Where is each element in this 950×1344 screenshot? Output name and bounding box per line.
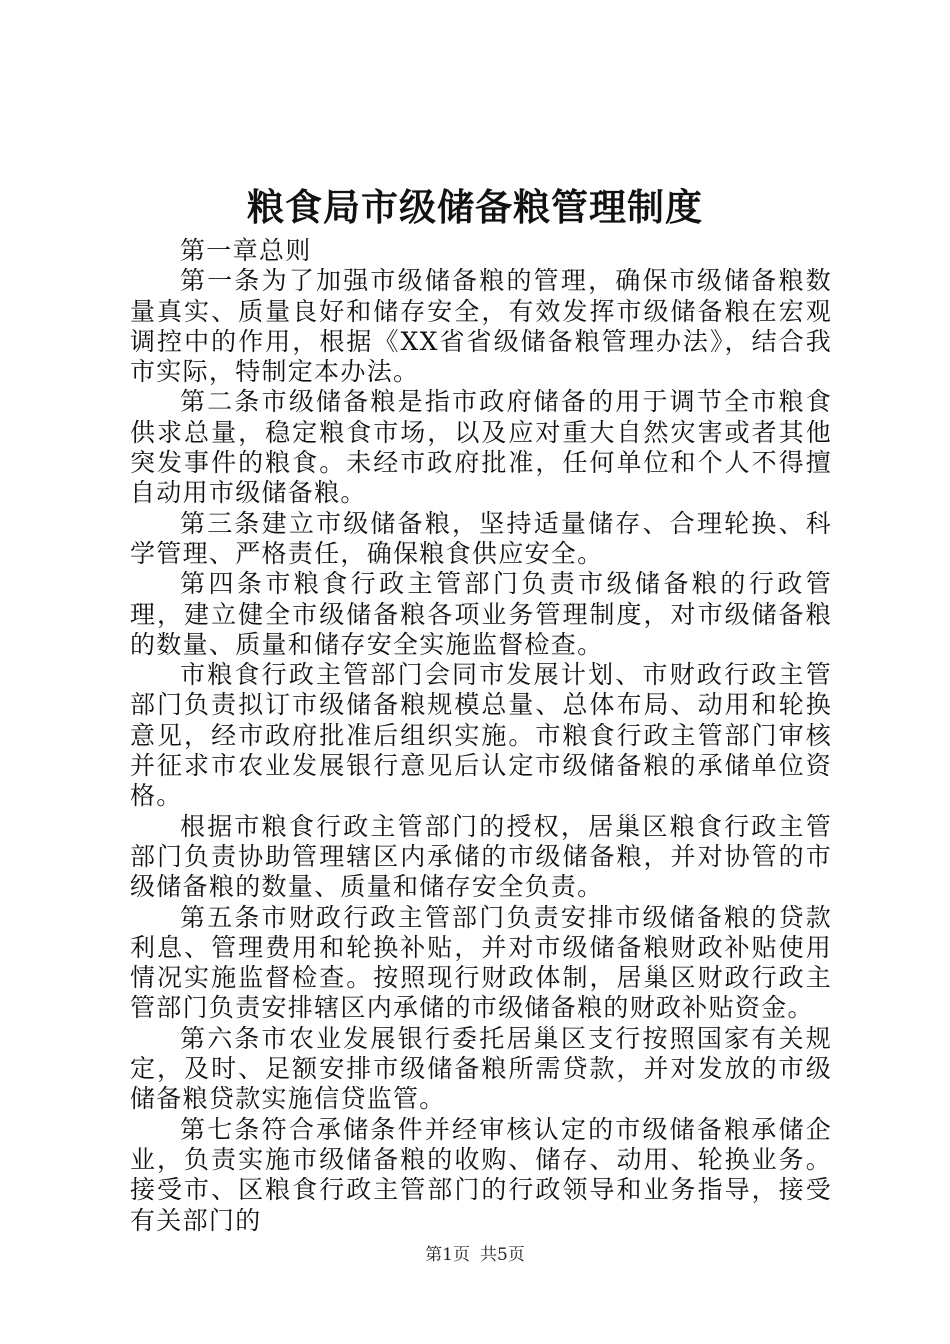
article-4: 第四条市粮食行政主管部门负责市级储备粮的行政管理，建立健全市级储备粮各项业务管理制度，对市级储备粮的数量、质量和储存安全实施监督检查。 [130, 569, 832, 659]
article-2: 第二条市级储备粮是指市政府储备的用于调节全市粮食供求总量，稳定粮食市场，以及应对重大自然灾害或者其他突发事件的粮食。未经市政府批准，任何单位和个人不得擅自动用市级储备粮。 [130, 387, 832, 508]
page-number: 第1页 [425, 1245, 470, 1265]
page-footer [0, 1243, 950, 1267]
article-4-paragraph-3: 根据市粮食行政主管部门的授权，居巢区粮食行政主管部门负责协助管理辖区内承储的市级储备粮，并对协管的市级储备粮的数量、质量和储存安全负责。 [130, 811, 832, 902]
document-title: 粮食局市级储备粮管理制度 [247, 185, 703, 229]
article-4-paragraph-2: 市粮食行政主管部门会同市发展计划、市财政行政主管部门负责拟订市级储备粮规模总量、总体布局、动用和轮换意见，经市政府批准后组织实施。市粮食行政主管部门审核并征求市农业发展银行意见后认定市级储备粮的承储单位资格。 [130, 660, 832, 811]
article-7: 第七条符合承储条件并经审核认定的市级储备粮承储企业，负责实施市级储备粮的收购、储存、动用、轮换业务。接受市、区粮食行政主管部门的行政领导和业务指导，接受有关部门的 [130, 1114, 832, 1235]
chapter-heading: 第一章总则 [180, 236, 312, 265]
article-6: 第六条市农业发展银行委托居巢区支行按照国家有关规定，及时、足额安排市级储备粮所需贷款，并对发放的市级储备粮贷款实施信贷监管。 [130, 1023, 832, 1114]
article-5: 第五条市财政行政主管部门负责安排市级储备粮的贷款利息、管理费用和轮换补贴，并对市级储备粮财政补贴使用情况实施监督检查。按照现行财政体制，居巢区财政行政主管部门负责安排辖区内承储的市级储备粮的财政补贴资金。 [130, 902, 832, 1023]
page-total: 共5页 [480, 1245, 525, 1265]
article-3: 第三条建立市级储备粮，坚持适量储存、合理轮换、科学管理、严格责任，确保粮食供应安全。 [130, 508, 832, 568]
document-body [130, 236, 832, 1236]
article-1: 第一条为了加强市级储备粮的管理，确保市级储备粮数量真实、质量良好和储存安全，有效发挥市级储备粮在宏观调控中的作用，根据《XX省省级储备粮管理办法》，结合我市实际，特制定本办法。 [130, 266, 832, 387]
